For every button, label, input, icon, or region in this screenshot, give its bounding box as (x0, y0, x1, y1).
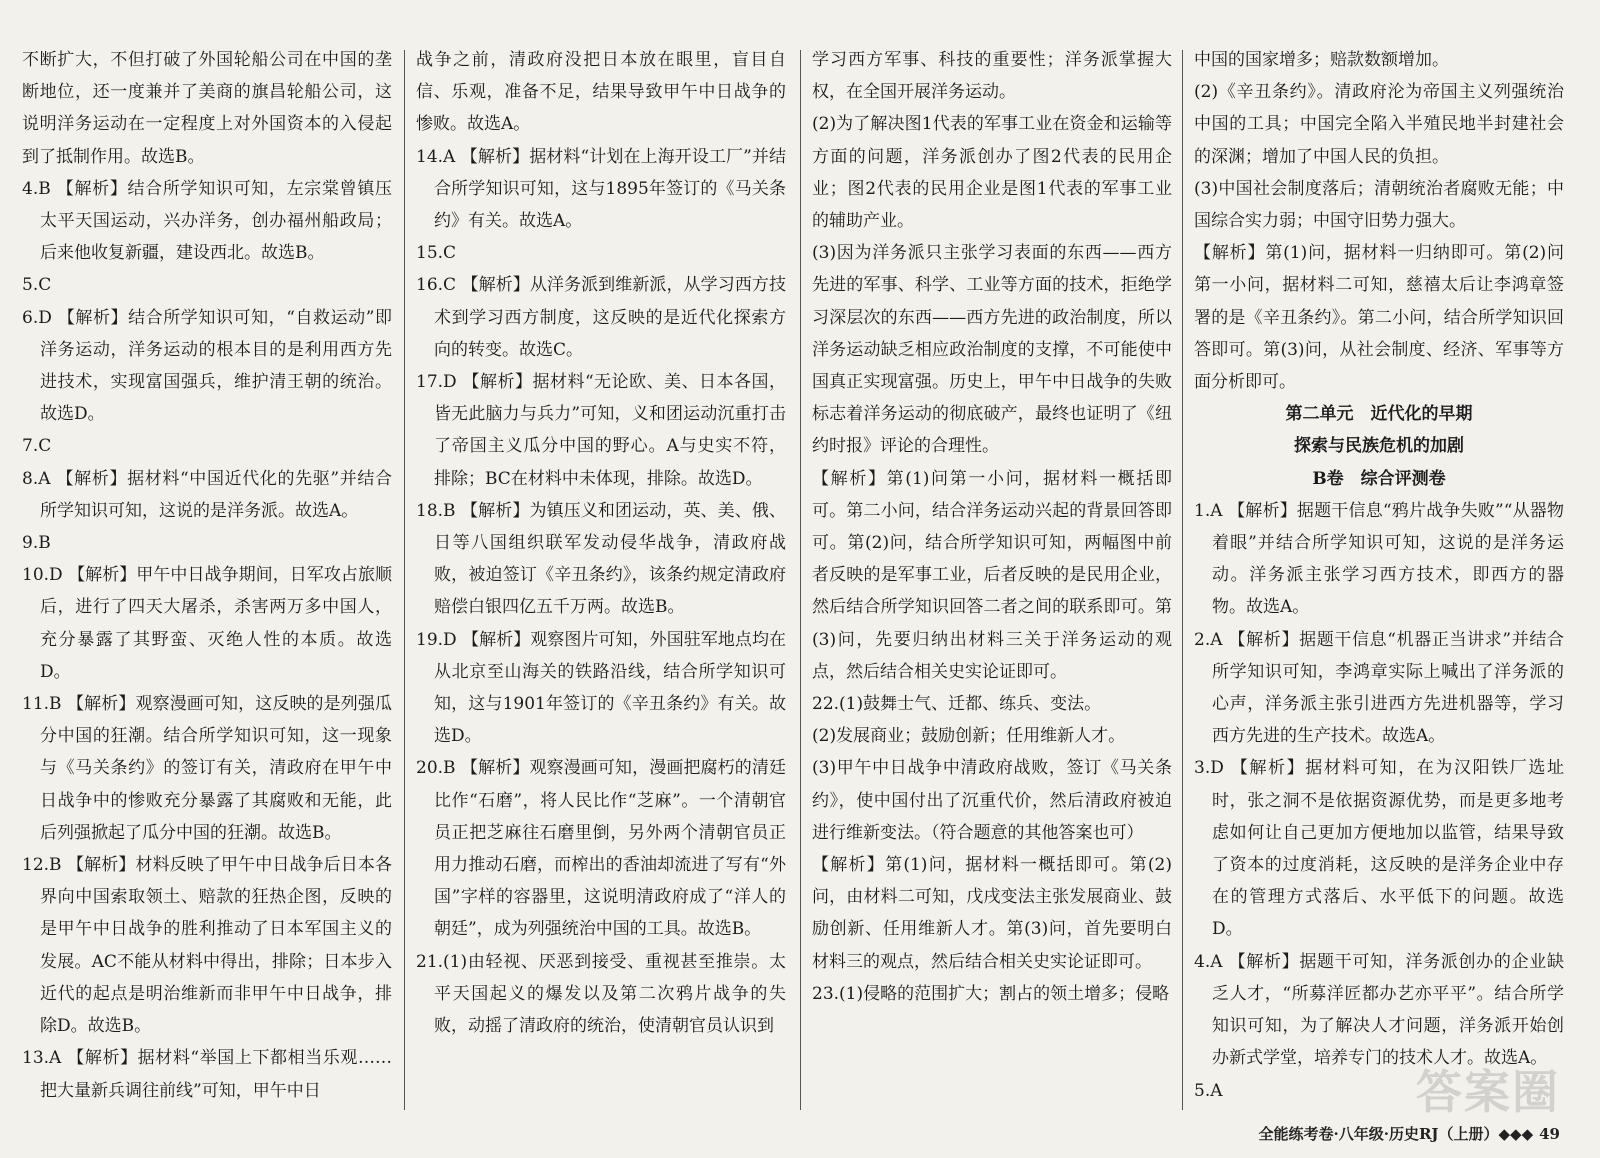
column-divider (404, 50, 405, 1110)
answer-paragraph: (2)为了解决图1代表的军事工业在资金和运输等方面的问题，洋务派创办了图2代表的民用企业；图2代表的民用企业是图1代表的军事工业的辅助产业。 (812, 114, 1172, 232)
answer-paragraph: 5.A (1194, 1080, 1223, 1101)
answer-paragraph: 【解析】第(1)问，据材料一概括即可。第(2)问，由材料二可知，戊戌变法主张发展商业、鼓励创新、任用维新人才。第(3)问，首先要明白材料三的观点，然后结合相关史实论证即可。 (812, 855, 1172, 972)
answer-paragraph: 【解析】第(1)问，据材料一归纳即可。第(2)问第一小问，据材料二可知，慈禧太后让李鸿章签署的是《辛丑条约》。第二小问，结合所学知识回答即可。第(3)问，从社会制度、经济、军事等方面分析即可。 (1194, 243, 1564, 393)
answer-paragraph: 学习西方军事、科技的重要性；洋务派掌握大权，在全国开展洋务运动。 (812, 50, 1172, 103)
column-4 (1194, 44, 1564, 1107)
answer-paragraph: (2)《辛丑条约》。清政府沦为帝国主义列强统治中国的工具；中国完全陷入半殖民地半封建社会的深渊；增加了中国人民的负担。 (1194, 82, 1564, 167)
answer-paragraph: 20.B 【解析】观察漫画可知，漫画把腐朽的清廷比作“石磨”，将人民比作“芝麻”。一个清朝官员正把芝麻往石磨里倒，另外两个清朝官员正用力推动石磨，而榨出的香油却流进了写有“外国”字样的容器里，这说明清政府成了“洋人的朝廷”，成为列强统治中国的工具。故选B。 (416, 758, 786, 940)
answer-paragraph: 16.C 【解析】从洋务派到维新派，从学习西方技术到学习西方制度，这反映的是近代化探索方向的转变。故选C。 (416, 275, 786, 360)
answer-paragraph: 9.B (22, 533, 51, 554)
answer-paragraph: 4.A 【解析】据题干可知，洋务派创办的企业缺乏人才，“所募洋匠都办艺亦平平”。结合所学知识可知，为了解决人才问题，洋务派开始创办新式学堂，培养专门的技术人才。故选A。 (1194, 951, 1564, 1069)
answer-paragraph: 战争之前，清政府没把日本放在眼里，盲目自信、乐观，准备不足，结果导致甲午中日战争的惨败。故选A。 (416, 50, 786, 135)
answer-paragraph: 22.(1)鼓舞士气、迁都、练兵、变法。 (812, 694, 1102, 715)
answer-paragraph: (3)中国社会制度落后；清朝统治者腐败无能；中国综合实力弱；中国守旧势力强大。 (1194, 178, 1564, 232)
answer-paragraph: 11.B 【解析】观察漫画可知，这反映的是列强瓜分中国的狂潮。结合所学知识可知，这一现象与《马关条约》的签订有关，清政府在甲午中日战争中的惨败充分暴露了其腐败和无能，此后列强掀起了瓜分中国的狂潮。故选B。 (22, 694, 392, 843)
column-3 (812, 44, 1172, 1010)
column-1 (22, 44, 392, 1107)
page-number: 49 (1539, 1125, 1560, 1143)
answer-paragraph: 23.(1)侵略的范围扩大；割占的领土增多；侵略 (812, 983, 1170, 1004)
answer-paragraph: 12.B 【解析】材料反映了甲午中日战争后日本各界向中国索取领土、赔款的狂热企图，反映的是甲午中日战争的胜利推动了日本军国主义的发展。AC不能从材料中得出，排除；日本步入近代的起点是明治维新而非甲午中日战争，排除D。故选B。 (22, 855, 392, 1037)
answer-paragraph: 5.C (22, 275, 52, 296)
answer-paragraph: 6.D 【解析】结合所学知识可知，“自救运动”即洋务运动，洋务运动的根本目的是利用西方先进技术，实现富国强兵，维护清王朝的统治。故选D。 (22, 307, 392, 425)
answer-paragraph: 19.D 【解析】观察图片可知，外国驻军地点均在从北京至山海关的铁路沿线，结合所学知识可知，这与1901年签订的《辛丑条约》有关。故选D。 (416, 629, 786, 747)
section-heading: 第二单元 近代化的早期 (1285, 404, 1473, 425)
footer-text: 全能练考卷·八年级·历史RJ（上册）◆◆◆ (1258, 1125, 1534, 1143)
column-2 (416, 44, 786, 1042)
column-divider (800, 50, 801, 1110)
section-heading: B卷 综合评测卷 (1312, 468, 1446, 489)
section-heading: 探索与民族危机的加剧 (1294, 436, 1464, 457)
answer-paragraph: 15.C (416, 243, 457, 264)
watermark-logo: 答案圈 (1416, 1065, 1560, 1119)
answer-paragraph: 中国的国家增多；赔款数额增加。 (1194, 50, 1449, 70)
answer-paragraph: (3)甲午中日战争中清政府战败，签订《马关条约》，使中国付出了沉重代价，然后清政府被迫进行维新变法。（符合题意的其他答案也可） (812, 758, 1172, 843)
answer-paragraph: 【解析】第(1)问第一小问，据材料一概括即可。第二小问，结合洋务运动兴起的背景回答即可。第(2)问，结合所学知识可知，两幅图中前者反映的是军事工业，后者反映的是民用企业，然后结合所学知识回答二者之间的联系即可。第(3)问，先要归纳出材料三关于洋务运动的观点，然后结合相关史实论证即可。 (812, 468, 1172, 682)
answer-paragraph: 14.A 【解析】据材料“计划在上海开设工厂”并结合所学知识可知，这与1895年签订的《马关条约》有关。故选A。 (416, 146, 786, 232)
answer-paragraph: 13.A 【解析】据材料“举国上下都相当乐观……把大量新兵调往前线”可知，甲午中日 (22, 1048, 392, 1101)
answer-paragraph: 4.B 【解析】结合所学知识可知，左宗棠曾镇压太平天国运动，兴办洋务，创办福州船政局；后来他收复新疆，建设西北。故选B。 (22, 178, 392, 264)
answer-paragraph: 10.D 【解析】甲午中日战争期间，日军攻占旅顺后，进行了四天大屠杀，杀害两万多中国人，充分暴露了其野蛮、灭绝人性的本质。故选D。 (22, 565, 392, 682)
page-footer (1259, 1123, 1561, 1144)
answer-paragraph: (2)发展商业；鼓励创新；任用维新人才。 (812, 726, 1126, 747)
answer-paragraph: (3)因为洋务派只主张学习表面的东西——西方先进的军事、科学、工业等方面的技术，拒绝学习深层次的东西——西方先进的政治制度，所以洋务运动缺乏相应政治制度的支撑，不可能使中国真正实现富强。历史上，甲午中日战争的失败标志着洋务运动的彻底破产，最终也证明了《纽约时报》评论的合理性。 (812, 243, 1172, 457)
column-divider (1182, 50, 1183, 1110)
answer-paragraph: 17.D 【解析】据材料“无论欧、美、日本各国，皆无此脑力与兵力”可知，义和团运动沉重打击了帝国主义瓜分中国的野心。A与史实不符，排除；BC在材料中未体现，排除。故选D。 (416, 372, 786, 489)
answer-paragraph: 7.C (22, 436, 52, 457)
answer-paragraph: 不断扩大，不但打破了外国轮船公司在中国的垄断地位，还一度兼并了美商的旗昌轮船公司，这说明洋务运动在一定程度上对外国资本的入侵起到了抵制作用。故选B。 (22, 50, 392, 167)
answer-paragraph: 1.A 【解析】据题干信息“鸦片战争失败”“从器物着眼”并结合所学知识可知，这说的是洋务运动。洋务派主张学习西方技术，即西方的器物。故选A。 (1194, 500, 1564, 618)
answer-paragraph: 21.(1)由轻视、厌恶到接受、重视甚至推崇。太平天国起义的爆发以及第二次鸦片战争的失败，动摇了清政府的统治，使清朝官员认识到 (416, 951, 786, 1037)
answer-paragraph: 2.A 【解析】据题干信息“机器正当讲求”并结合所学知识可知，李鸿章实际上喊出了洋务派的心声，洋务派主张引进西方先进机器等，学习西方先进的生产技术。故选A。 (1194, 629, 1564, 747)
answer-paragraph: 8.A 【解析】据材料“中国近代化的先驱”并结合所学知识可知，这说的是洋务派。故选A。 (22, 468, 392, 521)
answer-paragraph: 3.D 【解析】据材料可知，在为汉阳铁厂选址时，张之洞不是依据资源优势，而是更多地考虑如何让自己更加方便地加以监管，结果导致了资本的过度消耗，这反映的是洋务企业中存在的管理方式落后、水平低下的问题。故选D。 (1194, 758, 1564, 940)
answer-paragraph: 18.B 【解析】为镇压义和团运动，英、美、俄、日等八国组织联军发动侵华战争，清政府战败，被迫签订《辛丑条约》，该条约规定清政府赔偿白银四亿五千万两。故选B。 (416, 500, 786, 618)
